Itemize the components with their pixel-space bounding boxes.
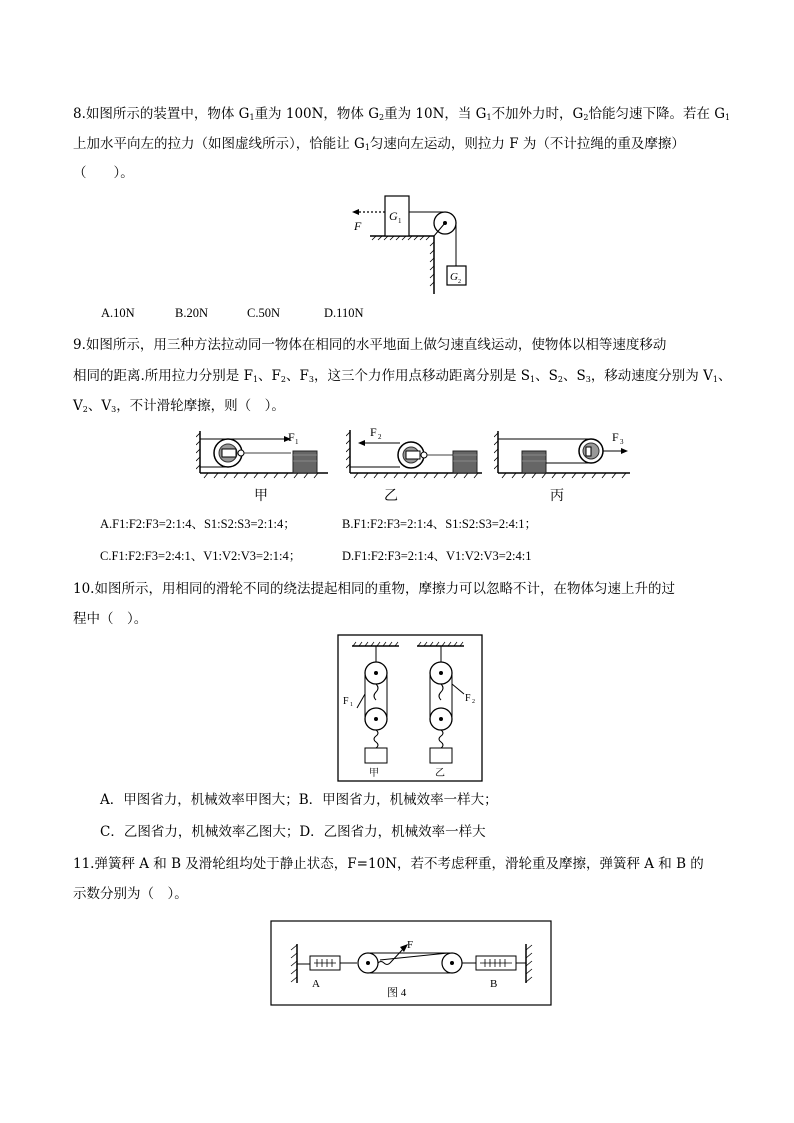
svg-text:F: F (288, 430, 295, 444)
svg-text:F: F (343, 696, 349, 707)
svg-text:G: G (450, 271, 458, 283)
q9-option-b[interactable]: B.F1:F2:F3=2:1:4、S1:S2:S3=2:4:1； (342, 517, 538, 531)
figure-caption: 图 4 (387, 987, 407, 999)
svg-text:A: A (312, 978, 320, 990)
q8-figure (348, 190, 478, 300)
q10-options-cd[interactable]: C．乙图省力，机械效率乙图大；D．乙图省力，机械效率一样大 (100, 824, 486, 840)
svg-text:丙: 丙 (550, 489, 564, 504)
q11-line-2: 示数分别为（ ）。 (73, 886, 188, 902)
svg-text:2: 2 (472, 699, 475, 705)
svg-text:2: 2 (378, 433, 382, 441)
svg-text:乙: 乙 (435, 768, 445, 779)
q9-figure-yi (346, 422, 486, 507)
svg-text:乙: 乙 (384, 489, 398, 504)
q8-line-3: （ ）。 (73, 165, 134, 181)
svg-text:2: 2 (458, 279, 461, 285)
svg-text:F: F (465, 693, 471, 704)
q9-option-d[interactable]: D.F1:F2:F3=2:1:4、V1:V2:V3=2:4:1 (342, 549, 532, 563)
svg-text:1: 1 (398, 217, 402, 225)
svg-text:甲: 甲 (369, 768, 379, 779)
q11-figure (270, 920, 552, 1006)
svg-text:甲: 甲 (254, 489, 268, 504)
q9-line-2: 相同的距离.所用拉力分别是 $F_1$、$F_2$、$F_3$，这三个力作用点移动距离分别是 $S_1$、$S_2$、$S_3$，移动速度分别为 $V_1$、 (73, 368, 732, 384)
svg-text:B: B (490, 978, 498, 990)
g1-label: G (389, 209, 398, 223)
svg-text:F: F (370, 425, 377, 439)
q10-figure (337, 634, 483, 782)
q8-option-b[interactable]: B.20N (175, 306, 208, 320)
q8-option-a[interactable]: A.10N (101, 306, 135, 320)
force-f-label: F (354, 219, 362, 233)
q9-figure-jia (196, 425, 331, 507)
q9-option-c[interactable]: C.F1:F2:F3=2:4:1、V1:V2:V3=2:1:4； (100, 549, 302, 563)
q10-line-2: 程中（ ）。 (73, 611, 148, 627)
svg-text:F: F (612, 430, 619, 444)
q10-line-1: 10.如图所示，用相同的滑轮不同的绕法提起相同的重物，摩擦力可以忽略不计，在物体匀速上升的过 (73, 581, 675, 597)
q9-figure-bing (494, 425, 634, 507)
q8-option-c[interactable]: C.50N (247, 306, 280, 320)
q8-option-d[interactable]: D.110N (324, 306, 364, 320)
q8-line-2: 上加水平向左的拉力（如图虚线所示），恰能让 $G_1$匀速向左运动，则拉力 F 为（不计拉绳的重及摩擦） (73, 136, 685, 152)
svg-text:F: F (407, 939, 414, 951)
q9-line-1: 9.如图所示，用三种方法拉动同一物体在相同的水平地面上做匀速直线运动，使物体以相等速度移动 (73, 337, 667, 353)
svg-text:1: 1 (295, 438, 299, 446)
svg-text:1: 1 (350, 702, 353, 708)
q9-option-a[interactable]: A.F1:F2:F3=2:1:4、S1:S2:S3=2:1:4； (100, 517, 296, 531)
q10-options-ab[interactable]: A．甲图省力，机械效率甲图大；B．甲图省力，机械效率一样大； (100, 792, 498, 808)
q9-line-3: $V_2$、$V_3$，不计滑轮摩擦，则（ ）。 (73, 398, 285, 414)
svg-text:3: 3 (620, 438, 624, 446)
q8-line-1: 8.如图所示的装置中，物体 $G_1$重为 100N，物体 $G_2$重为 10N，当 $G_1$不加外力时，$G_2$恰能匀速下降。若在 $G_1$ (73, 106, 731, 122)
q11-line-1: 11.弹簧秤 A 和 B 及滑轮组均处于静止状态，F=10N，若不考虑秤重，滑轮重及摩擦，弹簧秤 A 和 B 的 (73, 856, 704, 872)
